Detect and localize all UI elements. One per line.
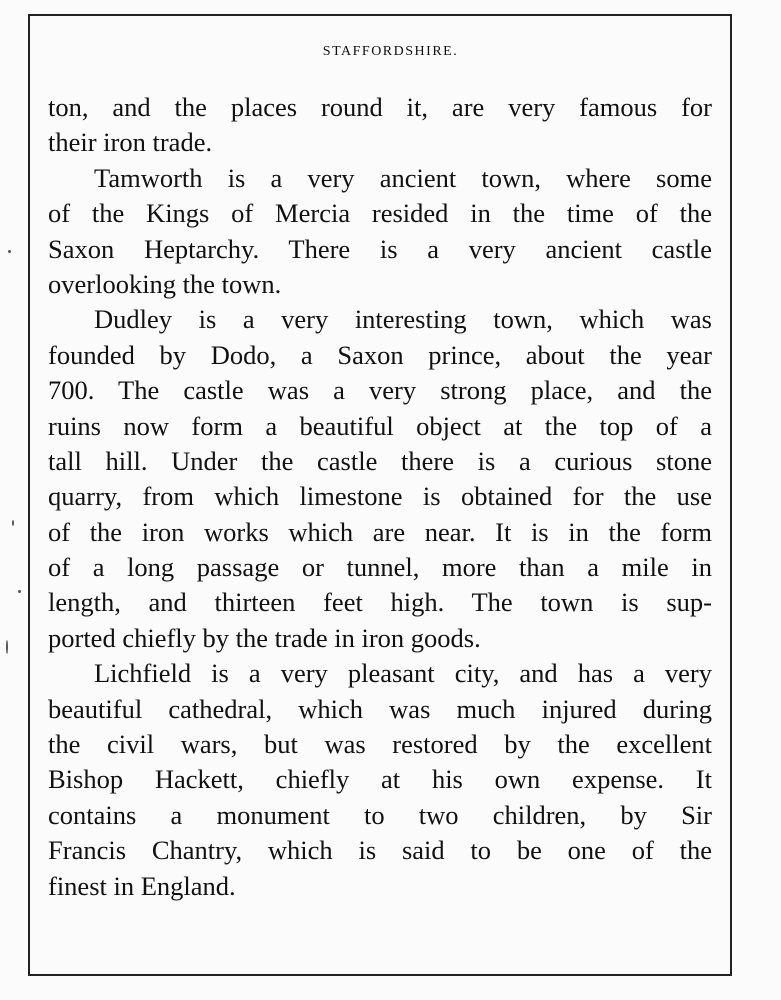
text-line: Bishop Hackett, chiefly at his own expense. It [48, 764, 712, 795]
text-line: Saxon Heptarchy. There is a very ancient castle [48, 233, 712, 264]
print-speck [12, 520, 14, 526]
print-speck [8, 250, 11, 253]
text-line: tall hill. Under the castle there is a curious stone [48, 445, 712, 476]
text-line: length, and thirteen feet high. The town is sup- [48, 587, 712, 618]
text-line: Tamworth is a very ancient town, where some [94, 162, 712, 193]
text-line: 700. The castle was a very strong place, and the [48, 375, 712, 406]
print-speck [6, 640, 8, 654]
running-head: STAFFORDSHIRE. [322, 44, 459, 59]
text-line: Dudley is a very interesting town, which was [94, 304, 712, 335]
text-line: overlooking the town. [48, 268, 282, 299]
text-line: contains a monument to two children, by Sir [48, 799, 712, 830]
text-line: their iron trade. [48, 127, 213, 158]
text-line: beautiful cathedral, which was much injured during [48, 693, 712, 724]
text-line: Francis Chantry, which is said to be one of the [48, 835, 712, 866]
body-text [48, 90, 712, 904]
text-line: finest in England. [48, 870, 236, 901]
text-line: quarry, from which limestone is obtained for the use [48, 481, 712, 512]
text-line: founded by Dodo, a Saxon prince, about the year [48, 339, 712, 370]
text-line: of the Kings of Mercia resided in the time of the [48, 198, 712, 229]
text-line: Lichfield is a very pleasant city, and has a very [94, 658, 712, 689]
print-speck [18, 590, 21, 593]
text-line: the civil wars, but was restored by the excellent [48, 729, 712, 760]
bottom-border-rule [28, 974, 732, 976]
text-line: of a long passage or tunnel, more than a mile in [48, 552, 712, 583]
text-line: of the iron works which are near. It is in the form [48, 516, 712, 547]
text-line: ton, and the places round it, are very famous for [48, 92, 712, 122]
text-line: ported chiefly by the trade in iron goods. [48, 622, 481, 653]
text-line: ruins now form a beautiful object at the top of a [48, 410, 712, 441]
